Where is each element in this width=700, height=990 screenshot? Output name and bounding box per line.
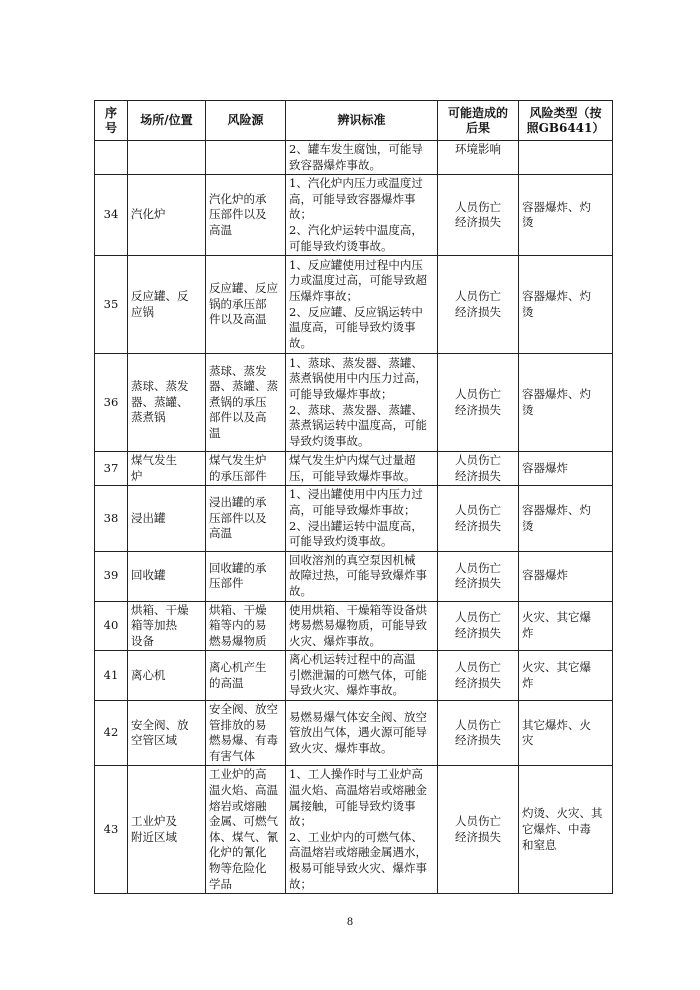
cell-no: 42 [95,701,128,766]
cell-consequence: 人员伤亡 经济损失 [438,766,519,894]
cell-location: 安全阀、放 空管区域 [128,701,206,766]
cell-no: 38 [95,486,128,551]
cell-risk-source: 回收罐的承 压部件 [206,551,286,601]
cell-risk-type: 灼烫、火灾、其 它爆炸、中毒 和窒息 [519,766,613,894]
cell-consequence: 人员伤亡 经济损失 [438,651,519,701]
cell-consequence: 人员伤亡 经济损失 [438,452,519,486]
cell-no: 40 [95,601,128,651]
page-number: 8 [347,914,353,928]
cell-risk-type: 容器爆炸 [519,452,613,486]
cell-location: 烘箱、干燥 箱等加热 设备 [128,601,206,651]
cell-location: 工业炉及 附近区域 [128,766,206,894]
table-row [95,766,613,894]
cell-location: 离心机 [128,651,206,701]
header-risk-type: 风险类型（按 照GB6441） [519,101,613,141]
table-row [95,175,613,256]
cell-consequence: 人员伤亡 经济损失 [438,486,519,551]
cell-no: 35 [95,256,128,354]
cell-identification-standard: 1、工人操作时与工业炉高 温火焰、高温熔岩或熔融金 属接触，可能导致灼烫事 故； 2、工业炉内的可燃气体、 高温熔岩或熔融金属遇水， 极易可能导致火灾、爆炸事 故； [286,766,438,894]
cell-risk-source: 安全阀、放空 管排放的易 燃易爆、有毒 有害气体 [206,701,286,766]
table-row [95,551,613,601]
table-row [95,486,613,551]
cell-identification-standard: 1、蒸球、蒸发器、蒸罐、 蒸煮锅使用中内压力过高， 可能导致爆炸事故； 2、蒸球、蒸发器、蒸罐、 蒸煮锅运转中温度高，可能 导致灼烫事故。 [286,354,438,452]
table-row [95,701,613,766]
cell-identification-standard: 1、反应罐使用过程中内压 力或温度过高，可能导致超 压爆炸事故； 2、反应罐、反应锅运转中 温度高，可能导致灼烫事 故。 [286,256,438,354]
cell-identification-standard: 1、汽化炉内压力或温度过 高，可能导致容器爆炸事 故； 2、汽化炉运转中温度高， 可能导致灼烫事故。 [286,175,438,256]
cell-identification-standard: 煤气发生炉内煤气过量超 压，可能导致爆炸事故。 [286,452,438,486]
header-risk-source: 风险源 [206,101,286,141]
cell-risk-source: 煤气发生炉 的承压部件 [206,452,286,486]
header-consequence: 可能造成的 后果 [438,101,519,141]
risk-table [94,100,613,894]
table-row [95,354,613,452]
cell-risk-source: 浸出罐的承 压部件以及 高温 [206,486,286,551]
cell-risk-source: 工业炉的高 温火焰、高温 熔岩或熔融 金属、可燃气 体、煤气、氰 化炉的氰化 物等危险化 学品 [206,766,286,894]
header-location: 场所/位置 [128,101,206,141]
cell-no: 41 [95,651,128,701]
cell-no: 37 [95,452,128,486]
cell-risk-type: 容器爆炸、灼 烫 [519,486,613,551]
cell-risk-source [206,141,286,175]
cell-no: 34 [95,175,128,256]
cell-risk-type: 容器爆炸、灼 烫 [519,256,613,354]
cell-no: 39 [95,551,128,601]
cell-risk-source: 离心机产生 的高温 [206,651,286,701]
cell-consequence: 人员伤亡 经济损失 [438,354,519,452]
cell-identification-standard: 2、罐车发生腐蚀，可能导 致容器爆炸事故。 [286,141,438,175]
cell-no [95,141,128,175]
cell-risk-type: 容器爆炸、灼 烫 [519,354,613,452]
cell-identification-standard: 易燃易爆气体安全阀、放空 管放出气体，遇火源可能导 致火灾、爆炸事故。 [286,701,438,766]
cell-risk-type: 其它爆炸、火 灾 [519,701,613,766]
cell-risk-type: 容器爆炸、灼 烫 [519,175,613,256]
table-row [95,256,613,354]
table-row [95,452,613,486]
cell-location: 回收罐 [128,551,206,601]
cell-location: 蒸球、蒸发 器、蒸罐、 蒸煮锅 [128,354,206,452]
cell-risk-source: 反应罐、反应 锅的承压部 件以及高温 [206,256,286,354]
cell-no: 36 [95,354,128,452]
table-row-continuation [95,141,613,175]
cell-identification-standard: 离心机运转过程中的高温 引燃泄漏的可燃气体，可能 导致火灾、爆炸事故。 [286,651,438,701]
cell-consequence: 人员伤亡 经济损失 [438,701,519,766]
cell-risk-type: 火灾、其它爆 炸 [519,651,613,701]
header-no: 序 号 [95,101,128,141]
header-identification-standard: 辨识标准 [286,101,438,141]
table-row [95,601,613,651]
cell-risk-type: 容器爆炸 [519,551,613,601]
cell-consequence: 环境影响 [438,141,519,175]
cell-no: 43 [95,766,128,894]
table-row [95,651,613,701]
cell-risk-type: 火灾、其它爆 炸 [519,601,613,651]
cell-risk-source: 蒸球、蒸发 器、蒸罐、蒸 煮锅的承压 部件以及高 温 [206,354,286,452]
cell-location: 煤气发生 炉 [128,452,206,486]
cell-identification-standard: 使用烘箱、干燥箱等设备烘 烤易燃易爆物质，可能导致 火灾、爆炸事故。 [286,601,438,651]
cell-consequence: 人员伤亡 经济损失 [438,256,519,354]
cell-location: 汽化炉 [128,175,206,256]
cell-location [128,141,206,175]
cell-identification-standard: 1、浸出罐使用中内压力过 高，可能导致爆炸事故； 2、浸出罐运转中温度高， 可能导致灼烫事故。 [286,486,438,551]
table-header-row [95,101,613,141]
cell-risk-type [519,141,613,175]
cell-risk-source: 烘箱、干燥 箱等内的易 燃易爆物质 [206,601,286,651]
cell-consequence: 人员伤亡 经济损失 [438,175,519,256]
cell-consequence: 人员伤亡 经济损失 [438,551,519,601]
cell-location: 反应罐、反 应锅 [128,256,206,354]
cell-identification-standard: 回收溶剂的真空泵因机械 故障过热，可能导致爆炸事 故。 [286,551,438,601]
cell-consequence: 人员伤亡 经济损失 [438,601,519,651]
cell-risk-source: 汽化炉的承 压部件以及 高温 [206,175,286,256]
cell-location: 浸出罐 [128,486,206,551]
